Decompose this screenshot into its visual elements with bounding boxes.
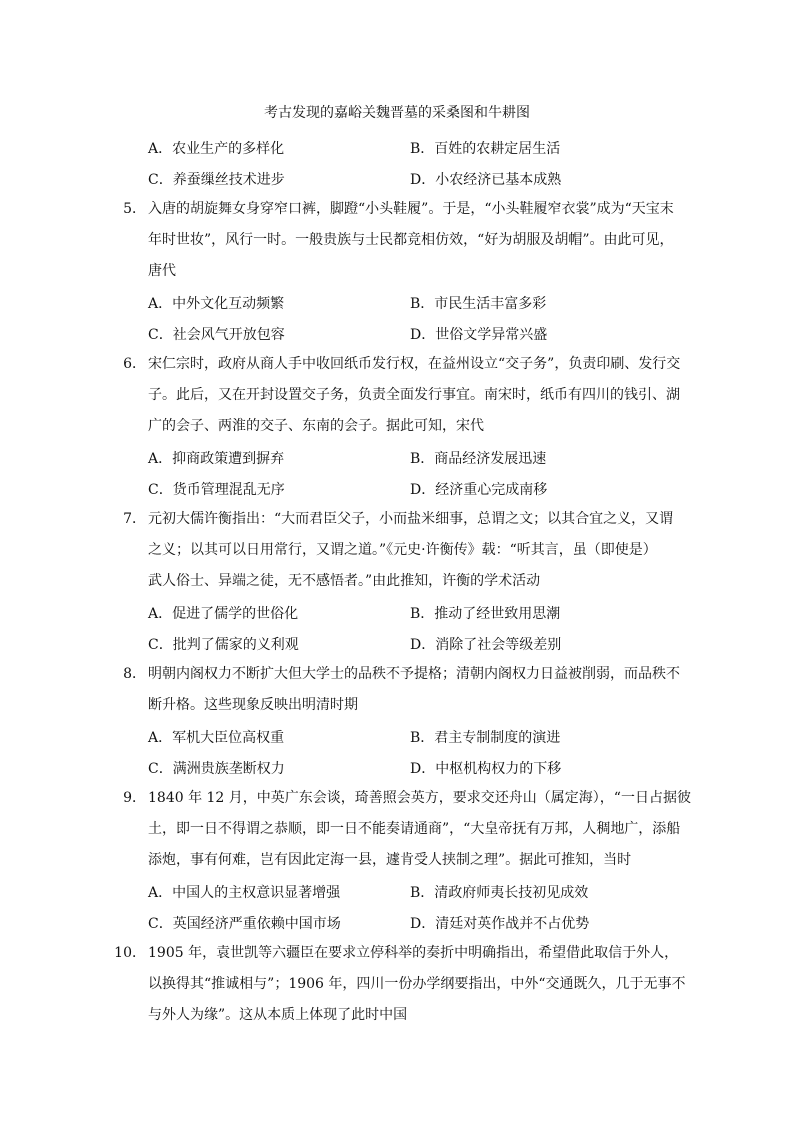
- question-number: 6．: [123, 356, 146, 372]
- option-c: C．社会风气开放包容: [148, 326, 285, 343]
- option-a: A．抑商政策遭到摒弃: [148, 450, 285, 467]
- question-number: 9．: [123, 790, 146, 806]
- question-options: [0, 597, 794, 659]
- option-a: A．军机大臣位高权重: [148, 729, 285, 746]
- option-b: B．市民生活丰富多彩: [410, 295, 547, 312]
- stem-line: 断升格。这些现象反映出明清时期: [148, 697, 358, 713]
- stem-line: 与外人为缘”。这从本质上体现了此时中国: [148, 1007, 408, 1023]
- stem-line: 入唐的胡旋舞女身穿窄口裤，脚蹬“小头鞋履”。于是，“小头鞋履窄衣裳”成为“天宝末: [148, 201, 674, 217]
- option-c: C．满洲贵族垄断权力: [148, 760, 285, 777]
- option-c: C．英国经济严重依赖中国市场: [148, 915, 341, 932]
- option-c: C．批判了儒家的义利观: [148, 636, 299, 653]
- option-row: [148, 907, 794, 938]
- option-a: A．中国人的主权意识显著增强: [148, 884, 341, 901]
- stem-line: 明朝内阁权力不断扩大但大学士的品秩不予提格；清朝内阁权力日益被削弱，而品秩不: [148, 666, 680, 682]
- question-stem: [0, 783, 691, 876]
- question-7: [0, 504, 794, 659]
- stem-line: 广的会子、两淮的交子、东南的会子。据此可知，宋代: [148, 418, 484, 434]
- question-9: [0, 783, 794, 938]
- stem-line: 1905 年，袁世凯等六疆臣在要求立停科举的奏折中明确指出，希望借此取信于外人，: [148, 945, 679, 961]
- option-b: B．百姓的农耕定居生活: [410, 140, 561, 157]
- option-row: [148, 628, 794, 659]
- option-c: C．养蚕缫丝技术进步: [148, 171, 285, 188]
- option-b: B．推动了经世致用思潮: [410, 605, 561, 622]
- option-row: [148, 473, 794, 504]
- option-row: [148, 318, 794, 349]
- question-stem: [0, 194, 684, 287]
- option-row: [148, 597, 794, 628]
- option-c: C．货币管理混乱无序: [148, 481, 285, 498]
- option-b: B．清政府师夷长技初见成效: [410, 884, 589, 901]
- question-5: [0, 194, 794, 349]
- option-row: [148, 163, 708, 194]
- question-10: [0, 938, 794, 1031]
- option-b: B．君主专制制度的演进: [410, 729, 561, 746]
- question-options: [0, 442, 794, 504]
- question-stem: [0, 349, 684, 442]
- question-number: 10．: [114, 945, 146, 961]
- option-row: [148, 876, 794, 907]
- stem-line: 1840 年 12 月，中英广东会谈，琦善照会英方，要求交还舟山（属定海），“一日占据彼: [148, 790, 691, 806]
- option-d: D．世俗文学异常兴盛: [410, 326, 548, 343]
- option-d: D．经济重心完成南移: [410, 481, 548, 498]
- question-options: [0, 876, 794, 938]
- question-options: [0, 287, 794, 349]
- question-list: [0, 194, 794, 1031]
- question-stem: [0, 938, 684, 1031]
- option-row: [148, 442, 794, 473]
- stem-line: 宋仁宗时，政府从商人手中收回纸币发行权，在益州设立“交子务”，负责印刷、发行交: [148, 356, 681, 372]
- stem-line: 武人俗士、异端之徒，无不感悟者。”由此推知，许衡的学术活动: [148, 573, 541, 589]
- question-4-options: [148, 132, 708, 194]
- option-row: [148, 721, 794, 752]
- question-number: 8．: [123, 666, 146, 682]
- question-8: [0, 659, 794, 783]
- question-options: [0, 721, 794, 783]
- option-b: B．商品经济发展迅速: [410, 450, 547, 467]
- stem-line: 元初大儒许衡指出：“大而君臣父子，小而盐米细事，总谓之文；以其合宜之义，又谓: [148, 511, 674, 527]
- question-number: 7．: [123, 511, 146, 527]
- option-d: D．消除了社会等级差别: [410, 636, 562, 653]
- question-6: [0, 349, 794, 504]
- option-row: [148, 752, 794, 783]
- stem-line: 之义；以其可以日用常行，又谓之道。”《元史·许衡传》载：“听其言，虽（即使是）: [148, 542, 657, 558]
- stem-line: 子。此后，又在开封设置交子务，负责全面发行事宜。南宋时，纸币有四川的钱引、湖: [148, 387, 680, 403]
- option-row: [148, 132, 708, 163]
- question-stem: [0, 659, 684, 721]
- option-a: A．中外文化互动频繁: [148, 295, 285, 312]
- stem-line: 土，即一日不得谓之恭顺，即一日不能奏请通商”，“大皇帝抚有万邦，人稠地广，添船: [148, 821, 681, 837]
- option-row: [148, 287, 794, 318]
- question-stem: [0, 504, 684, 597]
- stem-line: 年时世妆”，风行一时。一般贵族与士民都竞相仿效，“好为胡服及胡帽”。由此可见，: [148, 232, 674, 248]
- option-a: A．促进了儒学的世俗化: [148, 605, 299, 622]
- stem-line: 以换得其“推诚相与”；1906 年，四川一份办学纲要指出，中外“交通既久，几于无事不: [148, 976, 686, 992]
- figure-caption: 考古发现的嘉峪关魏晋墓的采桑图和牛耕图: [264, 105, 530, 121]
- stem-line: 唐代: [148, 263, 176, 279]
- option-d: D．清廷对英作战并不占优势: [410, 915, 590, 932]
- option-d: D．中枢机构权力的下移: [410, 760, 562, 777]
- option-d: D．小农经济已基本成熟: [410, 171, 562, 188]
- option-a: A．农业生产的多样化: [148, 140, 285, 157]
- stem-line: 添炮，事有何难，岂有因此定海一县，遽肯受人挟制之理”。据此可推知，当时: [148, 852, 632, 868]
- question-number: 5．: [123, 201, 146, 217]
